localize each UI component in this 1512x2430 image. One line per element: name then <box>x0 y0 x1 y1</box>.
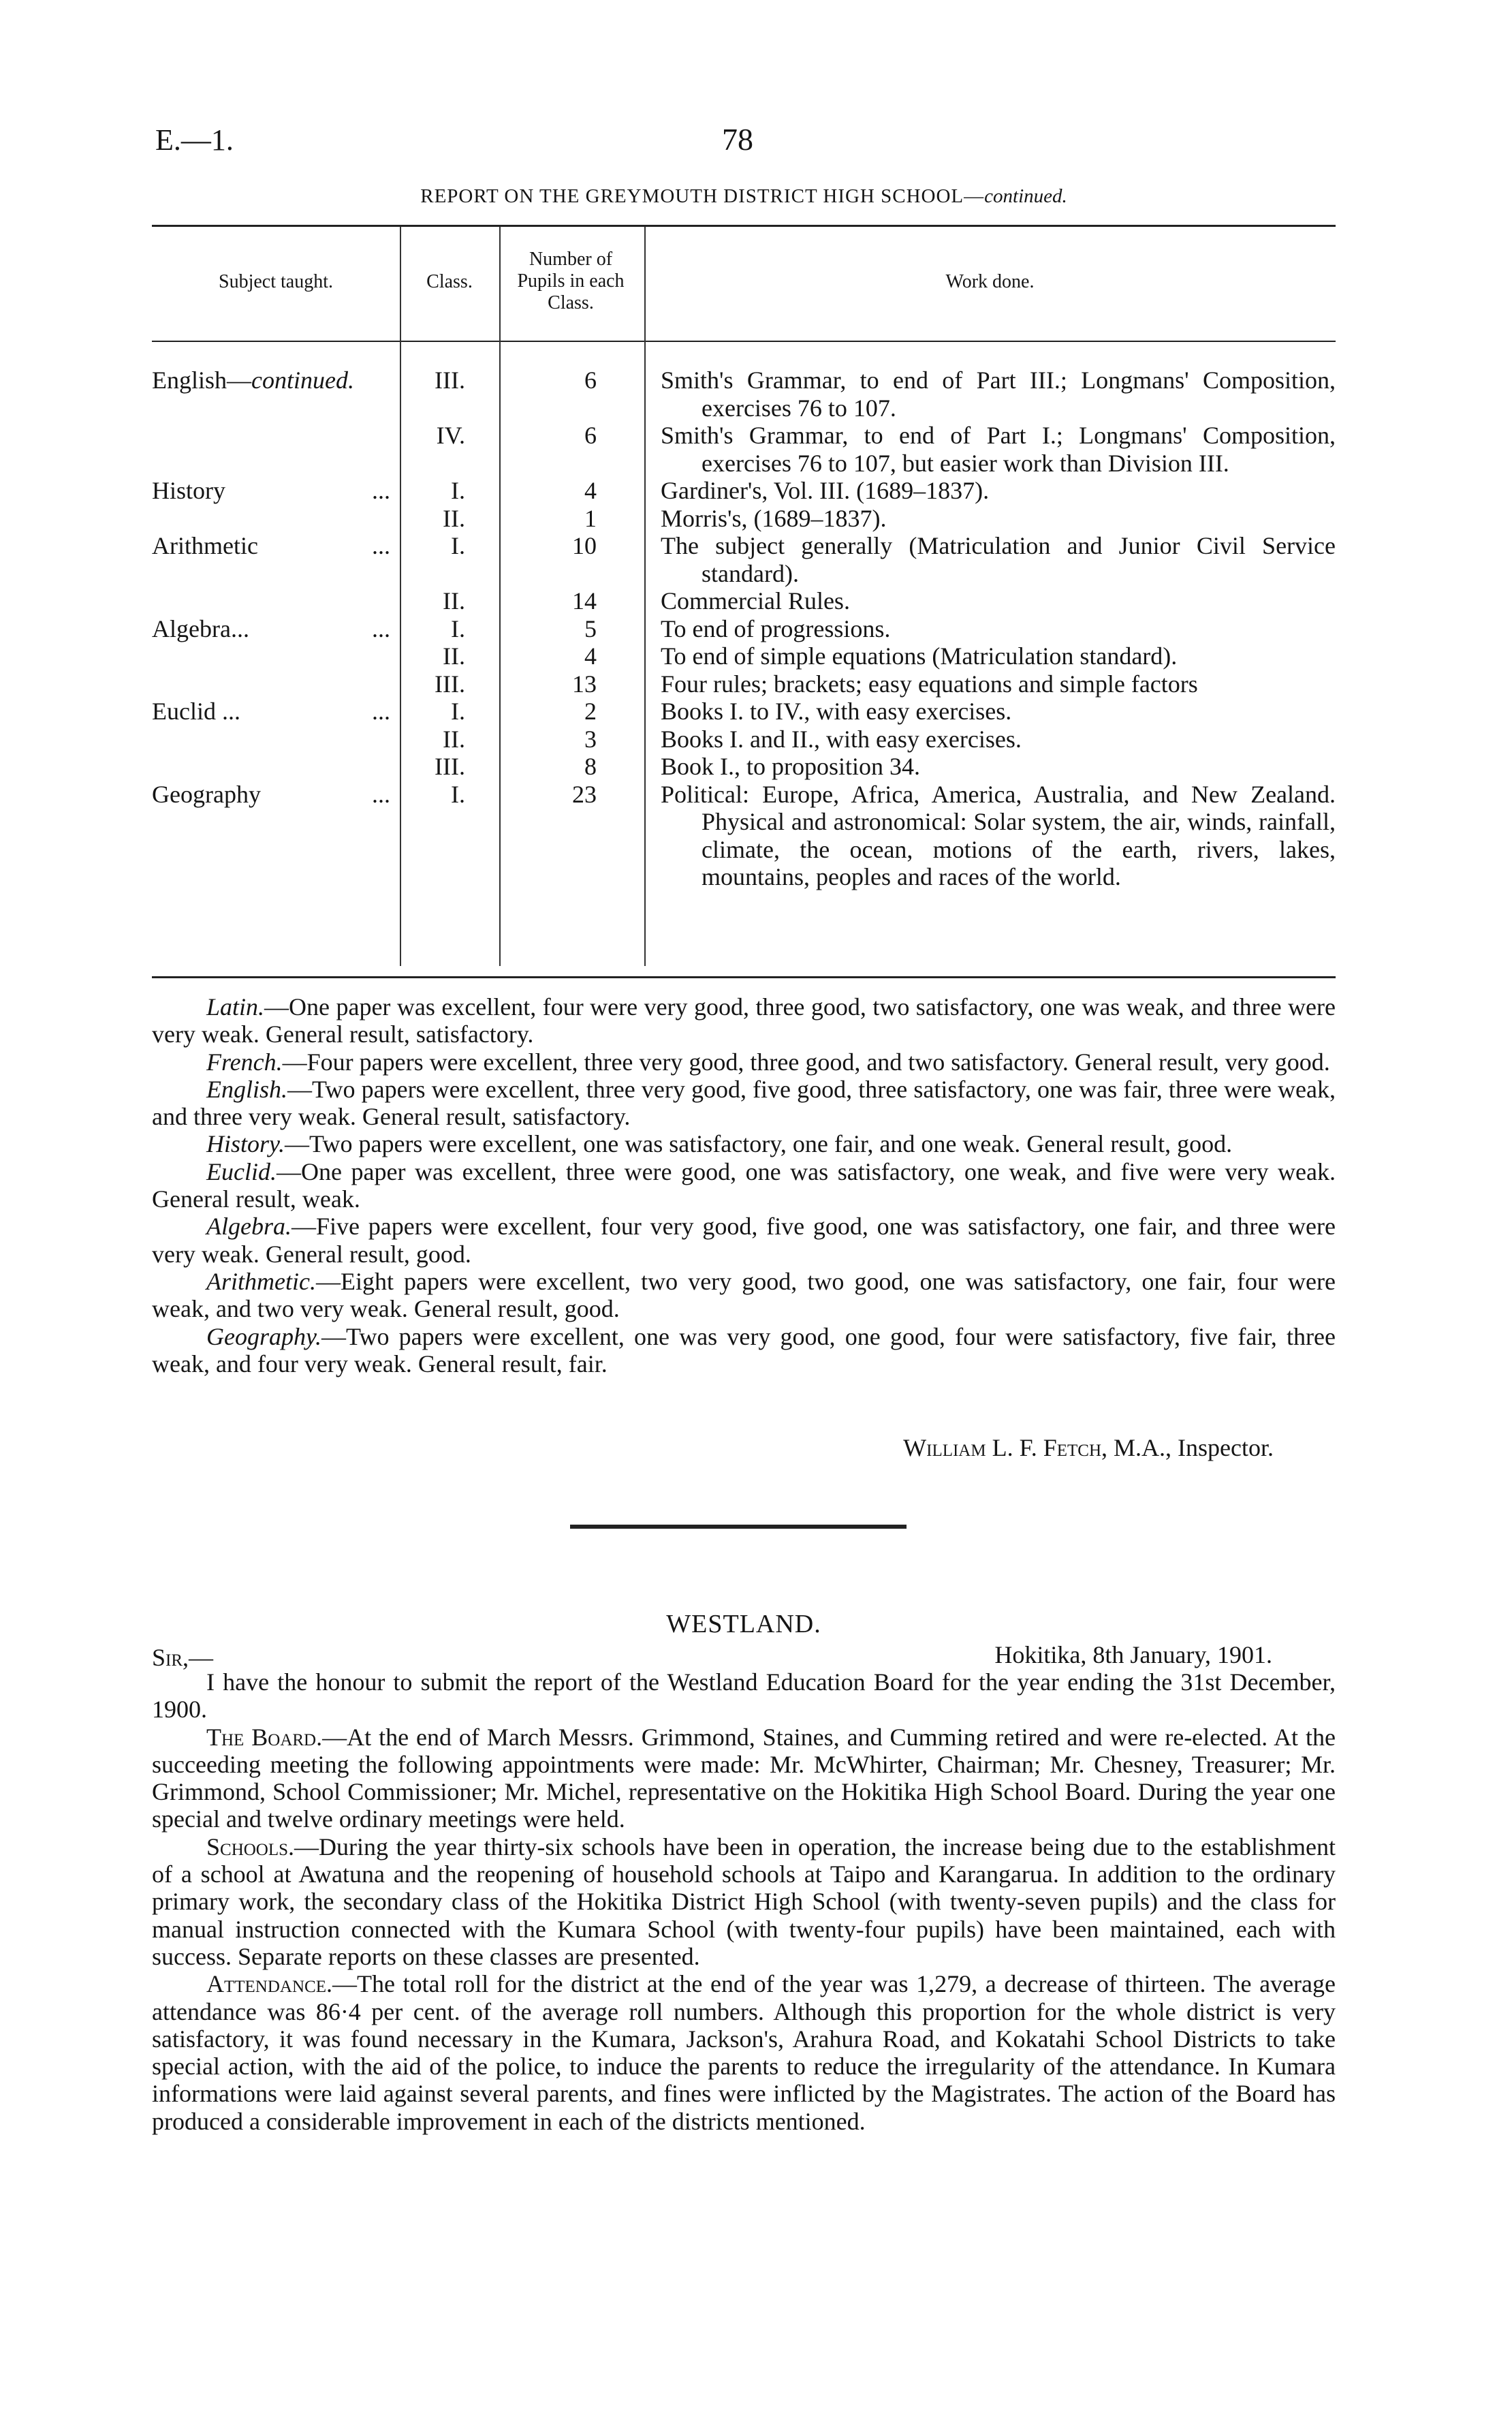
work-cell: Books I. to IV., with easy exercises. <box>661 698 1012 725</box>
subject-cell <box>152 505 400 533</box>
subject-report <box>152 1268 1336 1323</box>
series-code: E.—1. <box>155 123 234 157</box>
leader-dots: ... <box>372 698 390 725</box>
subject-report <box>152 1130 1336 1157</box>
report-text: —Two papers were excellent, one was very good, one good, four were satisfactory, five fair, three weak, and four very weak. General result, fair. <box>152 1322 1336 1377</box>
column-header-work: Work done. <box>945 271 1035 292</box>
report-title <box>152 185 1336 208</box>
column-header-subject: Subject taught. <box>219 271 333 292</box>
class-cell: II. <box>443 725 465 753</box>
paragraph-heading: Schools. <box>206 1833 295 1860</box>
report-text: —Five papers were excellent, four very good, five good, one was satisfactory, one fair, and three were very weak. General result, good. <box>152 1213 1336 1268</box>
subject-name: English— <box>152 367 252 394</box>
work-cell: The subject generally (Matriculation and Junior Civil Service standard). <box>661 532 1336 587</box>
subject-cell <box>152 587 400 615</box>
leader-dots: ... <box>372 477 390 504</box>
subject-name: Euclid ... <box>152 698 240 725</box>
subject-cell <box>152 615 400 643</box>
table-row <box>152 367 1336 422</box>
subject-report <box>152 1158 1336 1213</box>
work-cell: Gardiner's, Vol. III. (1689–1837). <box>661 477 990 504</box>
work-cell: Morris's, (1689–1837). <box>661 504 887 532</box>
class-cell: I. <box>451 614 465 642</box>
subject-name: Algebra... <box>152 614 249 642</box>
paragraph <box>152 1668 1336 1724</box>
report-subject: Algebra. <box>206 1213 292 1241</box>
report-text: —One paper was excellent, four were very good, three good, two satisfactory, one was weak, and three were very weak. General result, satisfactory. <box>152 993 1336 1048</box>
work-cell: Four rules; brackets; easy equations and simple factors <box>661 670 1198 698</box>
paragraph-heading: The Board. <box>206 1723 323 1751</box>
class-cell: I. <box>451 477 465 504</box>
pupils-cell: 8 <box>584 753 597 780</box>
table-row <box>152 587 1336 615</box>
class-cell: III. <box>435 670 465 698</box>
class-cell: I. <box>451 532 465 559</box>
report-text: —One paper was excellent, three were good, one was satisfactory, one weak, and five were very weak. General result, weak. <box>152 1157 1336 1213</box>
pupils-cell: 14 <box>572 587 597 614</box>
subject-italic: continued. <box>251 367 354 394</box>
pupils-cell: 6 <box>584 422 597 449</box>
subject-cell <box>152 477 400 505</box>
class-cell: I. <box>451 780 465 808</box>
table-body <box>152 367 1336 891</box>
subject-label <box>152 477 225 505</box>
subject-reports <box>152 993 1336 1377</box>
table-header-rule <box>152 341 1336 342</box>
subject-report <box>152 993 1336 1048</box>
report-subject: History. <box>206 1130 285 1158</box>
subject-cell <box>152 781 400 891</box>
subject-label <box>152 532 258 587</box>
report-subject: Latin. <box>206 993 265 1021</box>
paragraph <box>152 1833 1336 1970</box>
report-subject: English. <box>206 1075 288 1103</box>
table-top-rule <box>152 225 1336 227</box>
paragraph-text: I have the honour to submit the report of the Westland Education Board for the year ending the 31st December, 1900. <box>152 1668 1336 1724</box>
work-cell: To end of progressions. <box>661 614 891 642</box>
class-cell: III. <box>435 753 465 780</box>
report-subject: French. <box>206 1048 283 1076</box>
subject-name: History <box>152 477 225 504</box>
westland-report-body <box>152 1668 1336 2135</box>
pupils-cell: 4 <box>584 642 597 670</box>
subject-report <box>152 1076 1336 1131</box>
table-bottom-rule <box>152 976 1336 978</box>
subject-name: Arithmetic <box>152 532 258 559</box>
leader-dots: ... <box>372 780 390 808</box>
subject-cell <box>152 698 400 726</box>
table-row <box>152 532 1336 587</box>
work-cell: Smith's Grammar, to end of Part I.; Longmans' Composition, exercises 76 to 107, but easier work than Division III. <box>661 422 1336 477</box>
table-row <box>152 477 1336 505</box>
report-title-main: REPORT ON THE GREYMOUTH DISTRICT HIGH SCHOOL— <box>420 185 985 207</box>
subject-cell <box>152 670 400 698</box>
work-cell: Book I., to proposition 34. <box>661 753 921 780</box>
table-row <box>152 753 1336 781</box>
subject-label <box>152 698 240 726</box>
section-title: WESTLAND. <box>666 1610 821 1638</box>
report-subject: Euclid. <box>206 1157 277 1185</box>
class-cell: IV. <box>436 422 465 449</box>
leader-dots: ... <box>372 532 390 559</box>
subject-cell <box>152 726 400 753</box>
report-subject: Arithmetic. <box>206 1267 316 1295</box>
subject-report <box>152 1213 1336 1268</box>
table-row <box>152 505 1336 533</box>
pupils-cell: 1 <box>584 504 597 532</box>
subject-name: Geography <box>152 780 261 808</box>
pupils-cell: 4 <box>584 477 597 504</box>
work-cell: Political: Europe, Africa, America, Australia, and New Zealand. Physical and astronomical: Solar system, the air, winds, rainfall, climate, the ocean, motions of the earth, rivers, lakes, mountains, peoples and races of the world. <box>661 780 1336 890</box>
table-row <box>152 642 1336 670</box>
subject-cell <box>152 642 400 670</box>
work-cell: Books I. and II., with easy exercises. <box>661 725 1022 753</box>
paragraph-text: —The total roll for the district at the end of the year was 1,279, a decrease of thirteen. The average attendance was 86·4 per cent. of the average roll numbers. Although this proportion for the whole district is very satisfactory, it was found necessary in the Kumara, Jackson's, Arahura Road, and Kokatahi School Districts to take special action, with the aid of the police, to induce the parents to reduce the irregularity of the attendance. In Kumara informations were laid against several parents, and fines were inflicted by the Magistrates. The action of the Board has produced a considerable improvement in each of the districts mentioned. <box>152 1970 1336 2135</box>
subject-label <box>152 781 261 891</box>
work-cell: To end of simple equations (Matriculation standard). <box>661 642 1178 670</box>
report-title-suffix: continued. <box>984 185 1067 207</box>
column-header-class: Class. <box>426 271 473 292</box>
table-row <box>152 670 1336 698</box>
work-cell: Smith's Grammar, to end of Part III.; Longmans' Composition, exercises 76 to 107. <box>661 367 1336 422</box>
pupils-cell: 5 <box>584 614 597 642</box>
paragraph <box>152 1970 1336 2135</box>
signature-name: William L. F. Fetch <box>903 1434 1102 1461</box>
leader-dots: ... <box>372 614 390 642</box>
report-text: —Two papers were excellent, one was satisfactory, one fair, and one weak. General result, good. <box>285 1130 1233 1158</box>
signature <box>903 1433 1274 1462</box>
class-cell: II. <box>443 504 465 532</box>
class-cell: II. <box>443 642 465 670</box>
pupils-cell: 2 <box>584 698 597 725</box>
report-subject: Geography. <box>206 1322 321 1350</box>
subject-label <box>152 367 354 422</box>
paragraph-heading: Attendance. <box>206 1970 332 1998</box>
pupils-cell: 10 <box>572 532 597 559</box>
column-header-pupils: Number of Pupils in each Class. <box>517 249 625 313</box>
subject-cell <box>152 422 400 477</box>
signature-suffix: , M.A., Inspector. <box>1101 1434 1274 1461</box>
class-cell: I. <box>451 698 465 725</box>
subject-report <box>152 1323 1336 1378</box>
class-cell: III. <box>435 367 465 394</box>
subject-cell <box>152 367 400 422</box>
paragraph-text: —During the year thirty-six schools have been in operation, the increase being due to the establishment of a school at Awatuna and the reopening of household schools at Taipo and Karangarua. In addition to the ordinary primary work, the secondary class of the Hokitika District High School (with twenty-seven pupils) and the class for manual instruction connected with the Kumara School (with twenty-four pupils) have been maintained, each with success. Separate reports on these classes are presented. <box>152 1833 1336 1970</box>
table-row <box>152 726 1336 753</box>
subject-cell <box>152 532 400 587</box>
report-text: —Two papers were excellent, three very good, five good, three satisfactory, one was fair, three were weak, and three very weak. General result, satisfactory. <box>152 1075 1336 1131</box>
subject-cell <box>152 753 400 781</box>
paragraph-text: —At the end of March Messrs. Grimmond, Staines, and Cumming retired and were re-elected. At the succeeding meeting the following appointments were made: Mr. McWhirter, Chairman; Mr. Chesney, Treasurer; Mr. Grimmond, School Commissioner; Mr. Michel, representative on the Hokitika High School Board. During the year one special and twelve ordinary meetings were held. <box>152 1723 1336 1833</box>
dateline: Hokitika, 8th January, 1901. <box>994 1641 1272 1668</box>
pupils-cell: 3 <box>584 725 597 753</box>
pupils-cell: 13 <box>572 670 597 698</box>
table-row <box>152 615 1336 643</box>
page-number: 78 <box>722 122 753 157</box>
pupils-cell: 6 <box>584 367 597 394</box>
subject-report <box>152 1048 1336 1076</box>
paragraph <box>152 1724 1336 1833</box>
report-text: —Four papers were excellent, three very good, three good, and two satisfactory. General result, very good. <box>282 1048 1330 1076</box>
subject-label <box>152 615 249 643</box>
pupils-cell: 23 <box>572 780 597 808</box>
table-row <box>152 422 1336 477</box>
work-cell: Commercial Rules. <box>661 587 850 614</box>
table-row <box>152 698 1336 726</box>
salutation: Sir,— <box>152 1644 214 1671</box>
class-cell: II. <box>443 587 465 614</box>
table-row <box>152 781 1336 891</box>
section-divider <box>570 1525 907 1529</box>
report-text: —Eight papers were excellent, two very good, two good, one was satisfactory, one fair, four were weak, and two very weak. General result, good. <box>152 1267 1336 1323</box>
